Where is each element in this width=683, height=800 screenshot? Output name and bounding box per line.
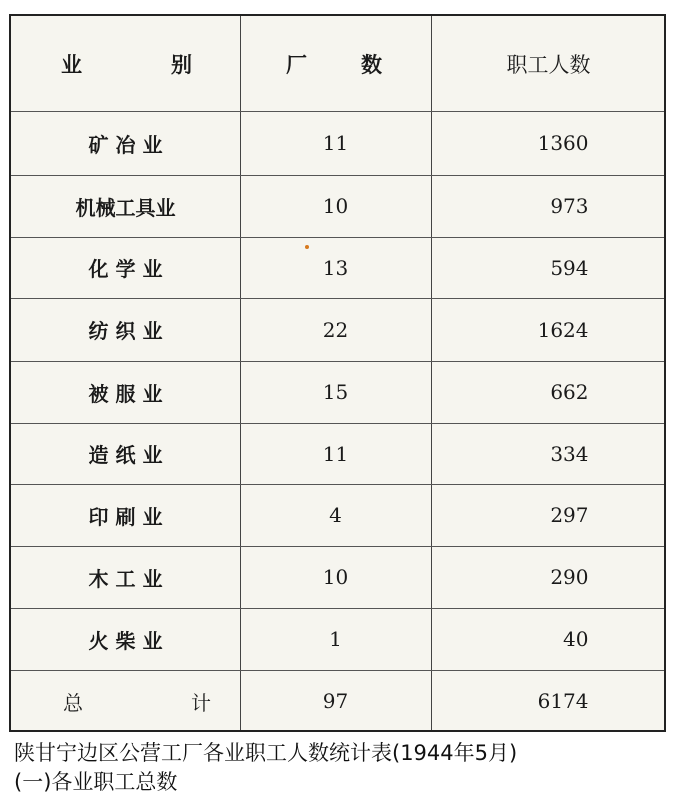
row-factories-value: 11 (322, 441, 349, 466)
row-employees-value: 334 (550, 441, 589, 466)
row-category: 被 服 业 (88, 381, 163, 406)
total-employees (431, 670, 666, 732)
row-factories-value: 15 (322, 380, 349, 404)
row-employees (431, 111, 666, 175)
row-employees-value: 1624 (537, 317, 589, 342)
row-factories (240, 423, 431, 484)
row-factories-value: 10 (322, 565, 349, 589)
caption-title: 陕甘宁边区公营工厂各业职工人数统计表(1944年5月) (14, 741, 518, 765)
row-factories (240, 608, 431, 670)
statistics-table (9, 14, 666, 732)
row-employees-value: 40 (563, 627, 589, 651)
row-employees-value: 1360 (537, 131, 589, 155)
total-label-left: 总 (63, 690, 83, 715)
total-factories-value: 97 (322, 689, 349, 713)
header-factories-left: 厂 (286, 51, 307, 77)
total-factories (240, 670, 431, 732)
row-factories (240, 361, 431, 423)
row-factories (240, 298, 431, 361)
row-employees-value: 297 (550, 503, 589, 527)
row-factories (240, 175, 431, 237)
row-factories-value: 4 (329, 503, 342, 527)
total-label-right: 计 (191, 690, 211, 715)
row-category: 纺 织 业 (88, 319, 163, 343)
row-category: 火 柴 业 (88, 628, 163, 653)
row-category: 矿 冶 业 (88, 132, 163, 157)
row-employees (431, 175, 666, 237)
row-factories (240, 546, 431, 608)
row-employees-value: 594 (550, 255, 589, 280)
caption-subtitle: (一)各业职工总数 (14, 770, 178, 794)
row-employees (431, 546, 666, 608)
row-employees (431, 298, 666, 361)
row-employees (431, 423, 666, 484)
row-category: 印 刷 业 (88, 504, 163, 529)
row-category: 木 工 业 (88, 566, 163, 591)
row-factories-value: 13 (322, 255, 349, 280)
row-employees (431, 484, 666, 546)
row-category: 造 纸 业 (88, 443, 163, 467)
row-factories-value: 10 (322, 194, 349, 218)
row-employees (431, 608, 666, 670)
ink-spot (305, 245, 309, 249)
header-factories-right: 数 (361, 51, 382, 77)
row-employees (431, 361, 666, 423)
row-factories (240, 111, 431, 175)
row-category: 化 学 业 (88, 257, 163, 281)
row-employees-value: 973 (550, 194, 589, 218)
row-employees-value: 290 (550, 565, 589, 589)
row-factories (240, 237, 431, 298)
row-factories-value: 22 (322, 317, 349, 342)
total-employees-value: 6174 (537, 689, 589, 713)
row-employees (431, 237, 666, 298)
header-category-right: 别 (171, 51, 192, 77)
header-employees: 职工人数 (506, 52, 591, 77)
row-category: 机械工具业 (75, 195, 176, 220)
row-factories-value: 1 (329, 627, 342, 651)
row-employees-value: 662 (550, 380, 589, 404)
header-category-left: 业 (61, 51, 82, 77)
row-factories (240, 484, 431, 546)
row-factories-value: 11 (322, 131, 349, 155)
